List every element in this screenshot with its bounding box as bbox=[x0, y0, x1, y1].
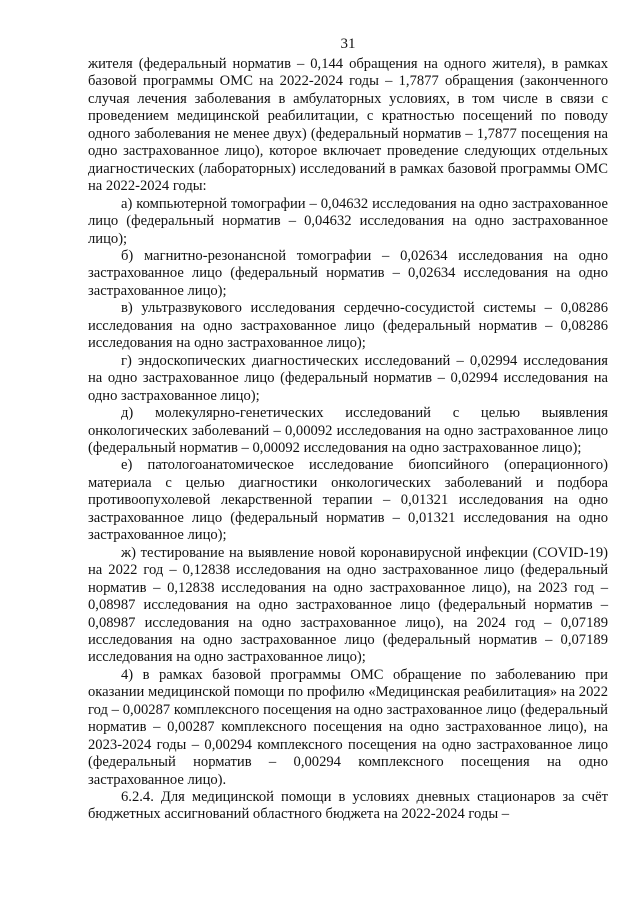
list-item-b: б) магнитно-резонансной томографии – 0,02634 исследования на одно застрахованное лицо (федеральный норматив – 0,02634 исследования на одно застрахованное лицо); bbox=[88, 247, 608, 299]
document-page bbox=[88, 0, 608, 905]
paragraph-section-6-2-4: 6.2.4. Для медицинской помощи в условиях дневных стационаров за счёт бюджетных ассигнований областного бюджета на 2022-2024 годы – bbox=[88, 789, 608, 823]
list-item-a: а) компьютерной томографии – 0,04632 исследования на одно застрахованное лицо (федеральный норматив – 0,04632 исследования на одно застрахованное лицо); bbox=[88, 195, 608, 247]
list-item-g: г) эндоскопических диагностических исследований – 0,02994 исследования на одно застрахованное лицо (федеральный норматив – 0,02994 исследования на одно застрахованное лицо); bbox=[88, 352, 608, 404]
document-body bbox=[88, 56, 608, 824]
list-item-e: е) патологоанатомическое исследование биопсийного (операционного) материала с целью диагностики онкологических заболеваний и подбора противоопухолевой лекарственной терапии – 0,01321 исследования на одно застрахованное лицо (федеральный норматив – 0,01321 исследования на одно застрахованное лицо); bbox=[88, 457, 608, 544]
list-item-zh: ж) тестирование на выявление новой коронавирусной инфекции (COVID-19) на 2022 год – 0,12838 исследования на одно застрахованное лицо (федеральный норматив – 0,12838 исследования на одно застрахованное лицо), на 2023 год – 0,08987 исследования на одно застрахованное лицо (федеральный норматив – 0,08987 исследования на одно застрахованное лицо), на 2024 год – 0,07189 исследования на одно застрахованное лицо (федеральный норматив – 0,07189 исследования на одно застрахованное лицо); bbox=[88, 544, 608, 666]
list-item-d: д) молекулярно-генетических исследований с целью выявления онкологических заболеваний – 0,00092 исследования на одно застрахованное лицо (федеральный норматив – 0,00092 исследования на одно застрахованное лицо); bbox=[88, 405, 608, 456]
page-number: 31 bbox=[340, 36, 356, 52]
paragraph-continuation: жителя (федеральный норматив – 0,144 обращения на одного жителя), в рамках базовой программы ОМС на 2022-2024 годы – 1,7877 обращения (законченного случая лечения заболевания в амбулаторных условиях, в том числе в связи с проведением медицинской реабилитации, с кратностью посещений по поводу одного заболевания не менее двух) (федеральный норматив – 1,7877 посещения на одно застрахованное лицо), которое включает проведение следующих отдельных диагностических (лабораторных) исследований в рамках базовой программы ОМС на 2022-2024 годы: bbox=[88, 56, 608, 195]
paragraph-item-4: 4) в рамках базовой программы ОМС обращение по заболеванию при оказании медицинской помощи по профилю «Медицинская реабилитация» на 2022 год – 0,00287 комплексного посещения на одно застрахованное лицо (федеральный норматив – 0,00287 комплексного посещения на одно застрахованное лицо), на 2023-2024 годы – 0,00294 комплексного посещения на одно застрахованное лицо (федеральный норматив – 0,00294 комплексного посещения на одно застрахованное лицо). bbox=[88, 666, 608, 788]
list-item-v: в) ультразвукового исследования сердечно-сосудистой системы – 0,08286 исследования на одно застрахованное лицо (федеральный норматив – 0,08286 исследования на одно застрахованное лицо); bbox=[88, 300, 608, 352]
